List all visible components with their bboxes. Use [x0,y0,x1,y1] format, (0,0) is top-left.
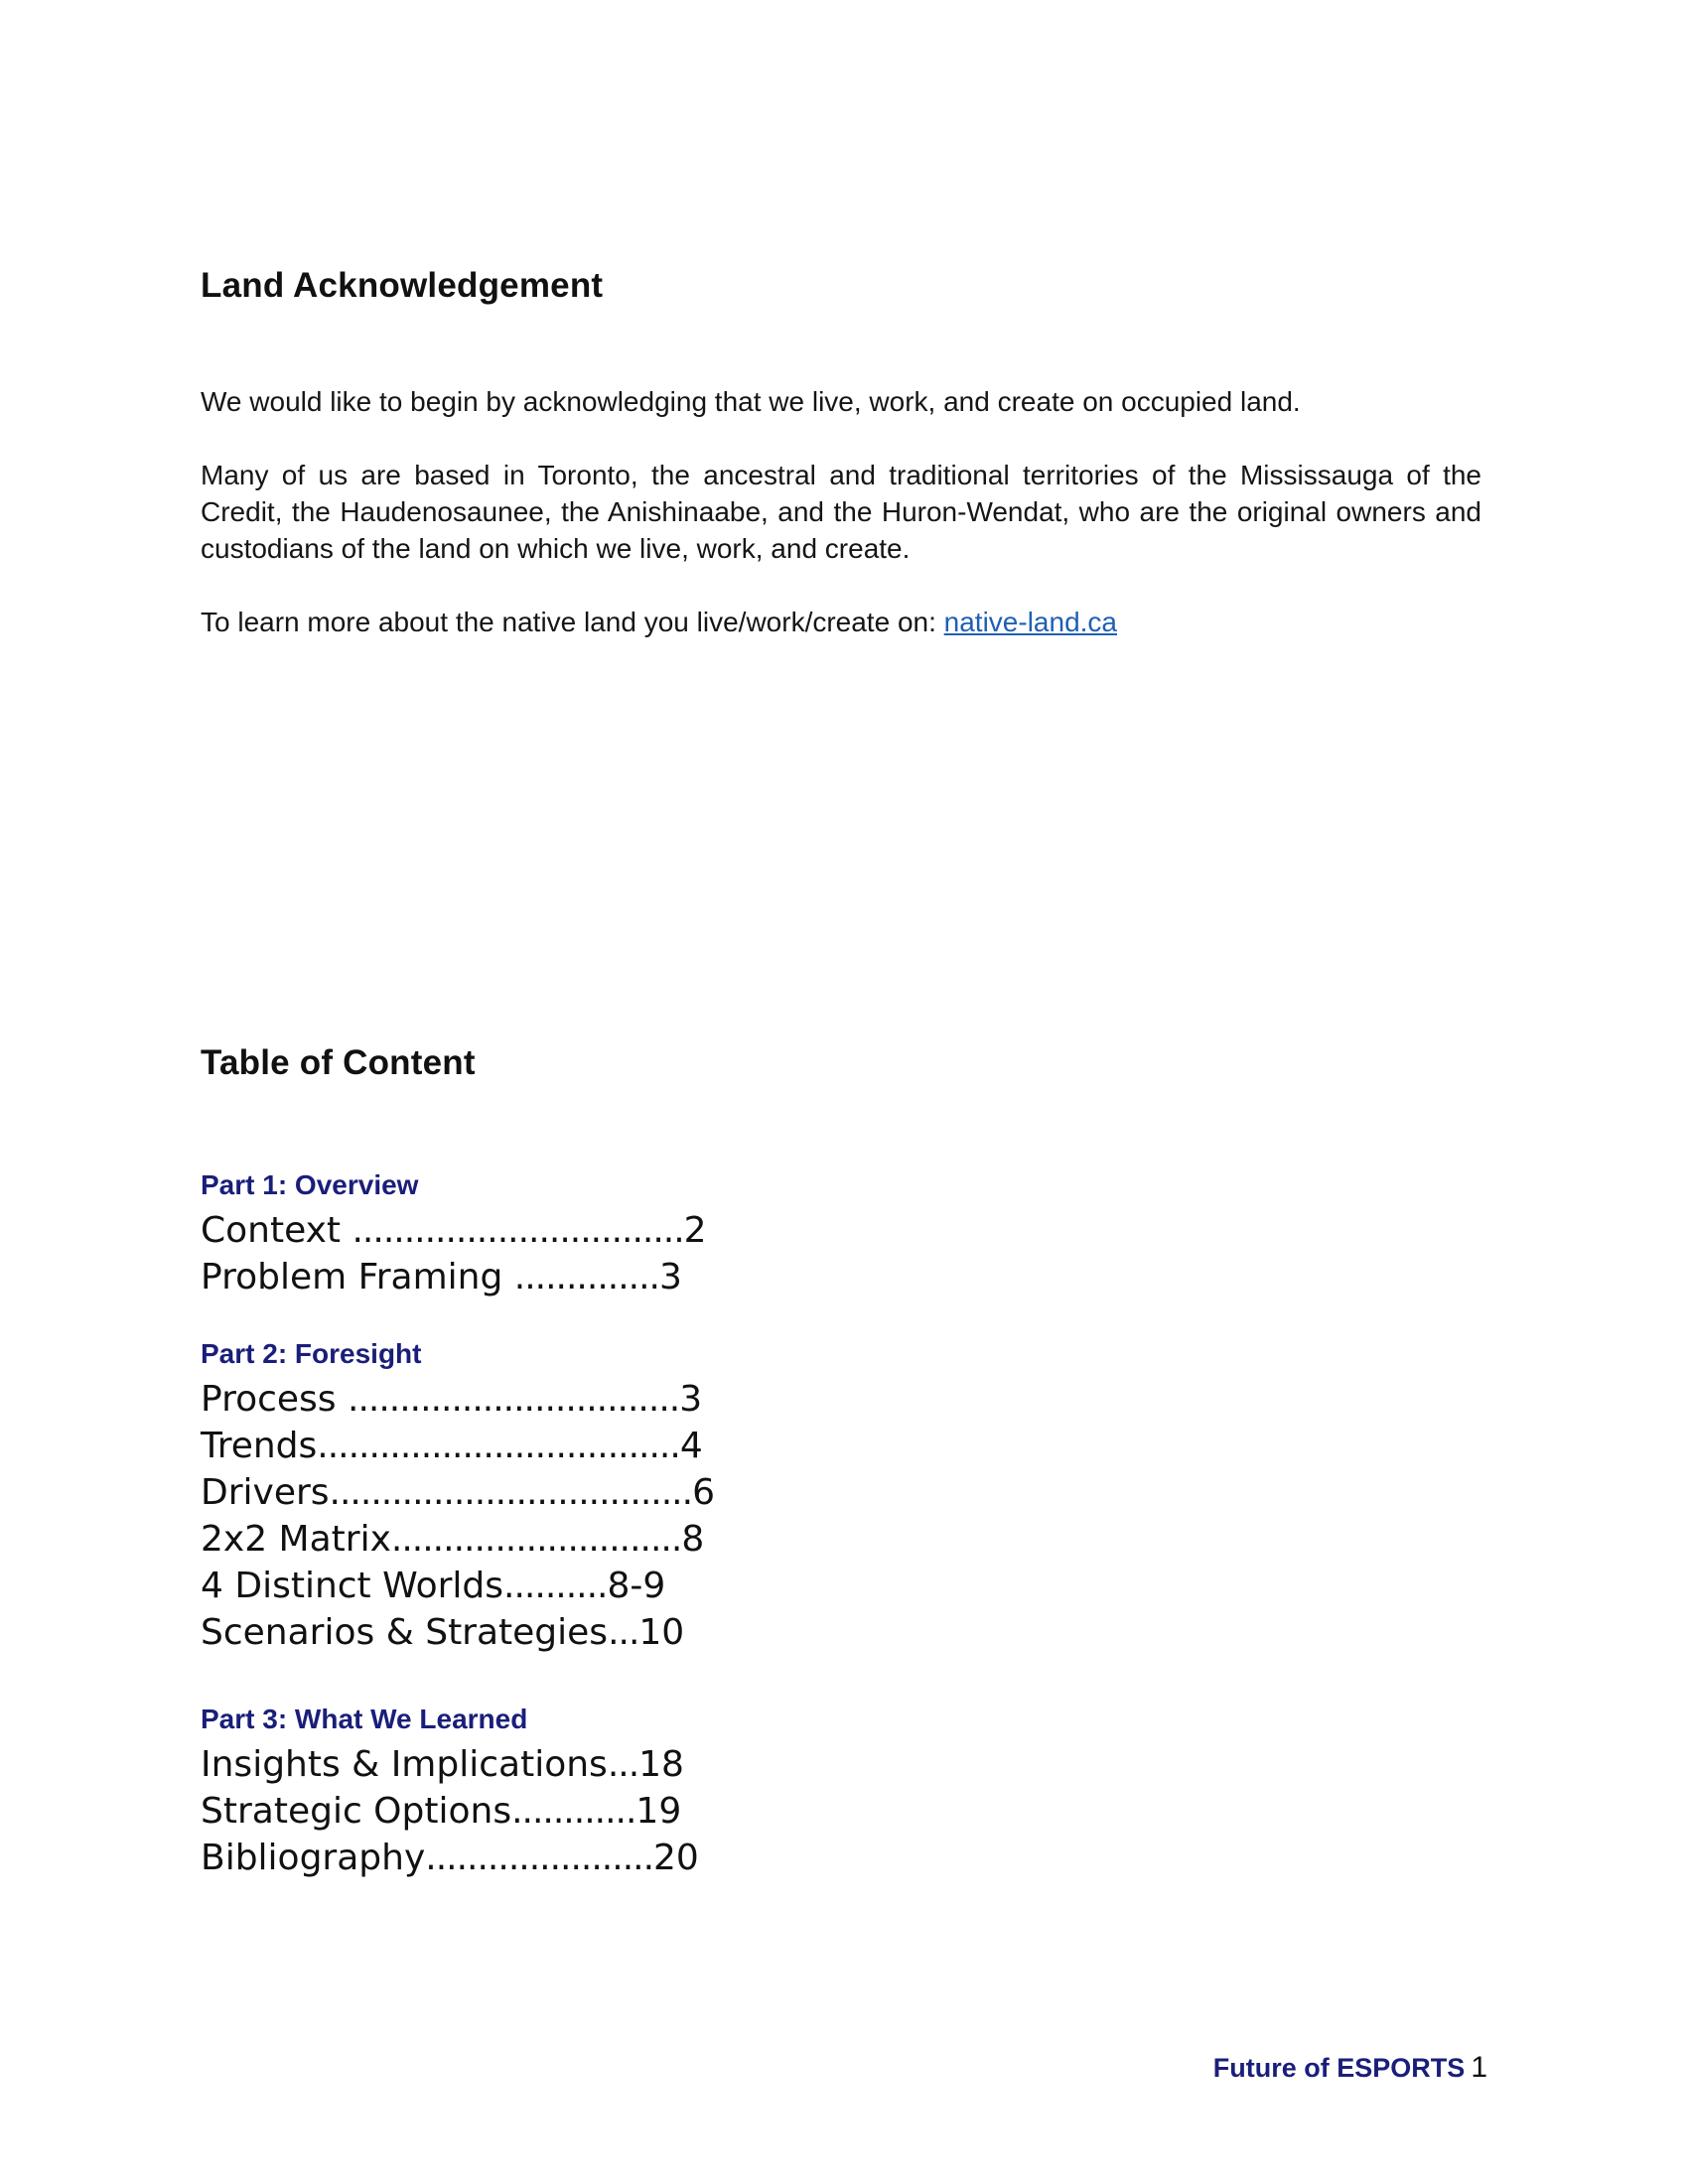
table-of-content-title: Table of Content [201,1043,476,1082]
toc-entry-page: 2 [683,1210,707,1251]
toc-entry-label: Strategic Options [201,1791,512,1832]
toc-entry-page: 10 [638,1612,685,1653]
toc-entry-scenarios-strategies[interactable] [201,1609,717,1656]
toc-entry-page: 3 [679,1379,703,1420]
toc-entry-leader: .............. [513,1257,659,1297]
toc-entry-label: Process [201,1379,349,1420]
toc-entry-label: Trends [201,1426,318,1466]
toc-entry-strategic-options[interactable] [201,1788,717,1835]
toc-entry-context[interactable] [201,1207,717,1254]
toc-entry-page: 20 [653,1838,699,1878]
toc-entry-bibliography[interactable] [201,1835,717,1881]
toc-entry-leader: ................................... [317,1426,680,1466]
page-number: 1 [1471,2051,1487,2084]
land-acknowledgement-title: Land Acknowledgement [201,266,604,305]
toc-part-1 [201,1167,717,1300]
toc-entry-label: Scenarios & Strategies [201,1612,609,1653]
toc-entry-label: Context [201,1210,352,1251]
toc-entry-label: Insights & Implications [201,1744,608,1785]
native-land-link[interactable]: native-land.ca [943,607,1117,637]
toc-entry-page: 18 [638,1744,684,1785]
toc-entry-leader: ............................ [390,1519,682,1560]
toc-entry-label: 2x2 Matrix [201,1519,391,1560]
toc-entry-leader: ................................ [348,1379,680,1420]
toc-part-2 [201,1336,717,1656]
toc-entry-page: 8 [681,1519,705,1560]
toc-entry-page: 4 [679,1426,703,1466]
footer-brand: Future of ESPORTS [1212,2053,1466,2083]
toc-entry-4-distinct-worlds[interactable] [201,1563,717,1609]
toc-entry-page: 19 [635,1791,682,1832]
toc-entry-page: 8-9 [607,1566,666,1606]
toc-entry-process[interactable] [201,1376,717,1423]
page-footer [1213,2051,1487,2085]
toc-entry-trends[interactable] [201,1423,717,1469]
toc-part-3 [201,1702,717,1881]
learn-more-text: To learn more about the native land you live/work/create on: [201,607,944,637]
toc-entry-leader: .......... [503,1566,608,1606]
toc-entry-drivers[interactable] [201,1469,717,1516]
toc-entry-label: 4 Distinct Worlds [201,1566,504,1606]
acknowledgement-paragraph-1: We would like to begin by acknowledging that we live, work, and create on occupied land. [201,386,1301,417]
toc-entry-page: 6 [692,1472,715,1513]
toc-entry-leader: ...................... [425,1838,654,1878]
acknowledgement-paragraph-3 [201,604,1481,640]
toc-entry-leader: ... [608,1612,639,1653]
toc-entry-leader: ............ [511,1791,636,1832]
toc-part-heading: Part 3: What We Learned [201,1704,528,1734]
toc-entry-label: Drivers [201,1472,330,1513]
toc-entry-leader: ................................... [329,1472,693,1513]
toc-entry-page: 3 [658,1257,682,1297]
toc-entry-label: Bibliography [201,1838,426,1878]
acknowledgement-paragraph-2: Many of us are based in Toronto, the ancestral and traditional territories of the Mississauga of the Credit, the Haudenosaunee, the Anishinaabe, and the Huron-Wendat, who are the original owners and custodians of the land on which we live, work, and create. [201,460,1481,564]
toc-entry-insights-implications[interactable] [201,1741,717,1788]
toc-part-heading: Part 1: Overview [201,1169,419,1200]
toc-part-heading: Part 2: Foresight [201,1338,422,1369]
toc-entry-leader: ... [607,1744,639,1785]
toc-entry-problem-framing[interactable] [201,1254,717,1300]
toc-entry-leader: ................................ [352,1210,684,1251]
toc-entry-label: Problem Framing [201,1257,514,1297]
toc-entry-2x2-matrix[interactable] [201,1516,717,1563]
